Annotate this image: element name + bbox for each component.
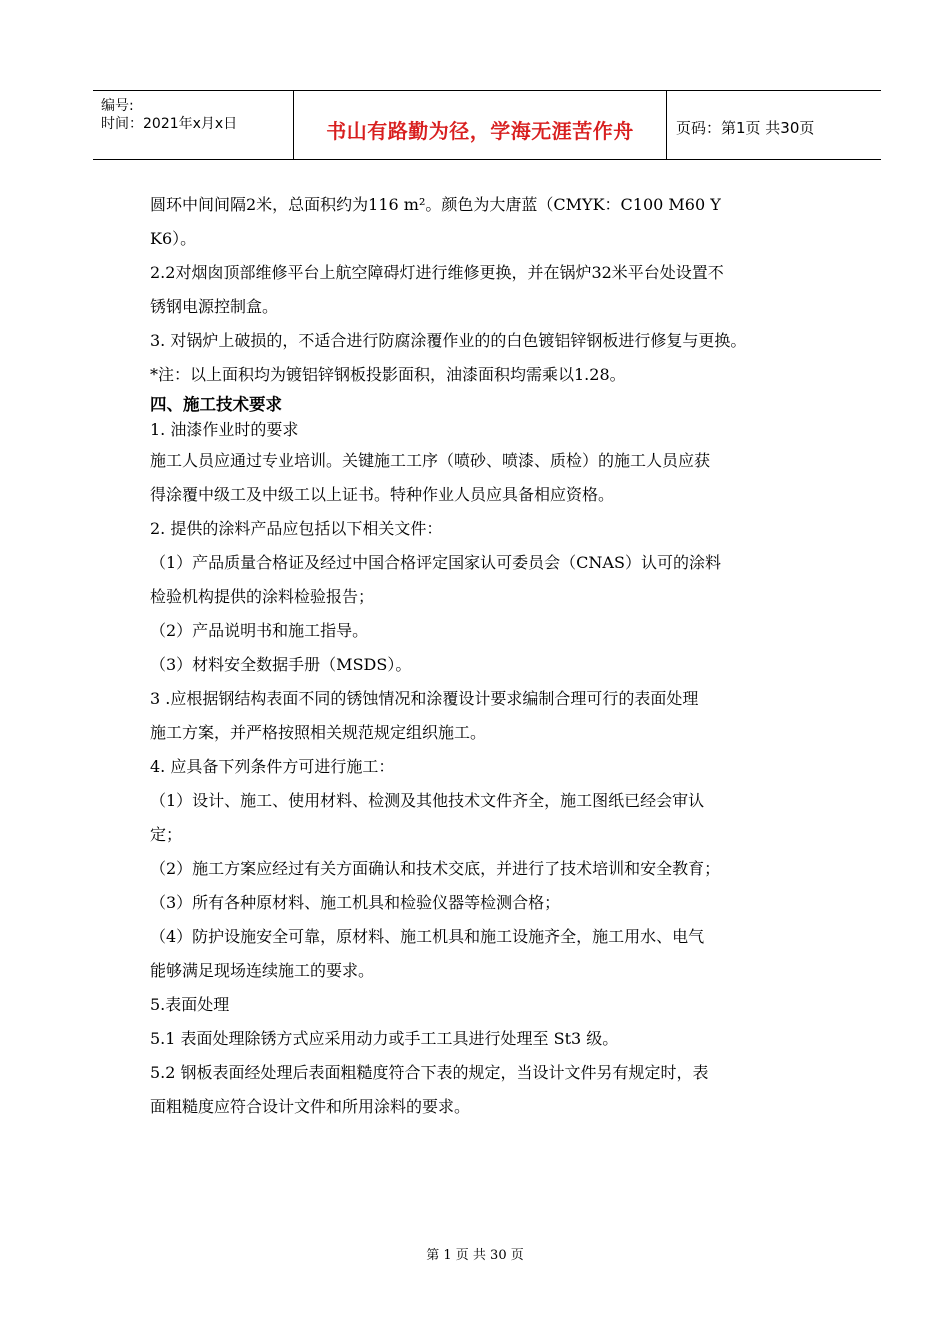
- header-motto-cell: [293, 91, 667, 159]
- paragraph: 得涂覆中级工及中级工以上证书。特种作业人员应具备相应资格。: [150, 485, 615, 504]
- list-item: 检验机构提供的涂料检验报告；: [150, 587, 375, 606]
- list-item: （4）防护设施安全可靠，原材料、施工机具和施工设施齐全，施工用水、电气: [150, 927, 705, 946]
- subsection-heading: 1. 油漆作业时的要求: [150, 420, 299, 439]
- number-label: 编号:: [101, 98, 134, 114]
- list-item: （1）设计、施工、使用材料、检测及其他技术文件齐全，施工图纸已经会审认: [150, 791, 705, 810]
- paragraph: 5.2 钢板表面经处理后表面粗糙度符合下表的规定，当设计文件另有规定时，表: [150, 1063, 709, 1082]
- list-item: 定；: [150, 825, 183, 844]
- paragraph: 3. 对锅炉上破损的，不适合进行防腐涂覆作业的的白色镀铝锌钢板进行修复与更换。: [150, 331, 747, 350]
- paragraph: K6）。: [150, 229, 197, 248]
- list-item: （2）产品说明书和施工指导。: [150, 621, 369, 640]
- paragraph: 3 .应根据钢结构表面不同的锈蚀情况和涂覆设计要求编制合理可行的表面处理: [150, 689, 699, 708]
- header-left-cell: [93, 91, 293, 159]
- list-item: （3）材料安全数据手册（MSDS）。: [150, 655, 412, 674]
- document-header: [93, 90, 881, 160]
- paragraph: 施工人员应通过专业培训。关键施工工序（喷砂、喷漆、质检）的施工人员应获: [150, 451, 711, 470]
- paragraph: 2.2对烟囱顶部维修平台上航空障碍灯进行维修更换，并在锅炉32米平台处设置不: [150, 263, 724, 282]
- page-footer: 第 1 页 共 30 页: [426, 1248, 524, 1263]
- section-title: 四、施工技术要求: [150, 395, 282, 414]
- motto-text: 书山有路勤为径，学海无涯苦作舟: [326, 119, 634, 143]
- subsection-heading: 4. 应具备下列条件方可进行施工：: [150, 757, 395, 776]
- paragraph: 圆环中间间隔2米，总面积约为116 m²。颜色为大唐蓝（CMYK：C100 M60 Y: [150, 195, 721, 214]
- paragraph: 锈钢电源控制盒。: [150, 297, 279, 316]
- note-paragraph: *注：以上面积均为镀铝锌钢板投影面积，油漆面积均需乘以1.28。: [150, 365, 626, 384]
- paragraph: 5.1 表面处理除锈方式应采用动力或手工工具进行处理至 St3 级。: [150, 1029, 619, 1048]
- header-right-cell: [666, 91, 881, 159]
- header-page-info: 页码：第1页 共30页: [676, 119, 815, 137]
- document-body: [150, 188, 830, 1124]
- paragraph: 面粗糙度应符合设计文件和所用涂料的要求。: [150, 1097, 471, 1116]
- list-item: 能够满足现场连续施工的要求。: [150, 961, 375, 980]
- paragraph: 施工方案，并严格按照相关规范规定组织施工。: [150, 723, 487, 742]
- list-item: （2）施工方案应经过有关方面确认和技术交底，并进行了技术培训和安全教育；: [150, 859, 721, 878]
- list-item: （3）所有各种原材料、施工机具和检验仪器等检测合格；: [150, 893, 561, 912]
- subsection-heading: 2. 提供的涂料产品应包括以下相关文件：: [150, 519, 443, 538]
- time-label: 时间：2021年x月x日: [101, 116, 238, 132]
- list-item: （1）产品质量合格证及经过中国合格评定国家认可委员会（CNAS）认可的涂料: [150, 553, 721, 572]
- subsection-heading: 5.表面处理: [150, 995, 230, 1014]
